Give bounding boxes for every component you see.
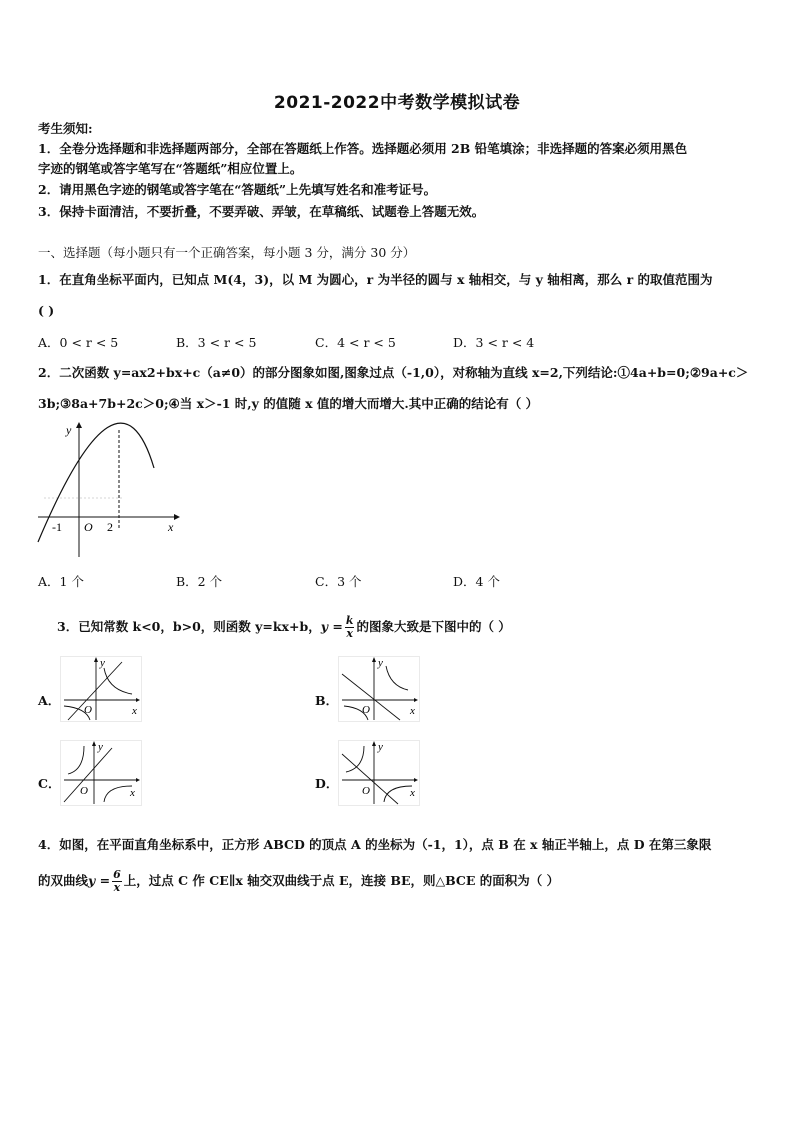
graph-y-label: y	[66, 423, 72, 437]
graph-a-y: y	[100, 657, 105, 669]
q4-suffix: 上，过点 C 作 CE∥x 轴交双曲线于点 E，连接 BE，则△BCE 的面积为（ ）	[123, 873, 560, 888]
q3-option-b-label: B．	[315, 693, 339, 708]
graph-two-label: 2	[107, 520, 113, 534]
q2-option-b: B．2 个	[176, 574, 223, 589]
question-3-text	[57, 613, 511, 641]
q3-option-a-label: A．	[38, 693, 61, 708]
q2-option-d: D．4 个	[453, 574, 500, 589]
page-title: 2021-2022中考数学模拟试卷	[273, 93, 521, 113]
q1-option-b: B．3 < r < 5	[176, 335, 257, 350]
q3-graph-d	[338, 740, 420, 806]
q4-frac-num: 6	[113, 868, 121, 881]
graph-c-origin: O	[80, 785, 88, 797]
graph-neg-one-label: -1	[52, 520, 62, 534]
q1-option-a: A．0 < r < 5	[38, 335, 119, 350]
graph-c-x: x	[130, 787, 135, 799]
q4-prefix: 的双曲线	[38, 873, 89, 888]
question-4-text-cont	[38, 866, 559, 896]
graph-x-label: x	[168, 520, 174, 534]
graph-d-origin: O	[362, 785, 370, 797]
graph-d-y: y	[378, 741, 383, 753]
graph-origin-label: O	[84, 520, 93, 534]
graph-a-x: x	[132, 705, 137, 717]
q3-option-d-label: D．	[315, 776, 339, 791]
q3-eq-lhs: y =	[320, 619, 343, 634]
graph-c-y: y	[98, 741, 103, 753]
question-2-text: 2．二次函数 y=ax2+bx+c（a≠0）的部分图象如图,图象过点（-1,0），对称轴为直线 x=2,下列结论:①4a+b=0;②9a+c＞	[38, 365, 749, 380]
question-1-blank: ( )	[38, 303, 55, 318]
q4-frac-den: x	[113, 881, 121, 894]
q3-prefix: 3．已知常数 k<0，b>0，则函数 y=kx+b，	[57, 619, 321, 634]
graph-a-origin: O	[84, 704, 92, 716]
graph-b-y: y	[378, 657, 383, 669]
graph-d-x: x	[410, 787, 415, 799]
notice-item: 3．保持卡面清洁，不要折叠，不要弄破、弄皱，在草稿纸、试题卷上答题无效。	[38, 204, 485, 219]
q3-frac-den: x	[346, 627, 353, 640]
q2-option-c: C．3 个	[315, 574, 362, 589]
q1-option-d: D．3 < r < 4	[453, 335, 535, 350]
notice-heading: 考生须知:	[38, 121, 93, 136]
q3-fraction	[345, 615, 355, 640]
q4-eq-lhs: y =	[88, 873, 111, 888]
q3-graph-a	[60, 656, 142, 722]
q1-option-c: C．4 < r < 5	[315, 335, 396, 350]
graph-b-origin: O	[362, 704, 370, 716]
section-heading: 一、选择题（每小题只有一个正确答案，每小题 3 分，满分 30 分）	[38, 245, 416, 260]
q4-fraction	[112, 869, 122, 894]
question-1-text: 1．在直角坐标平面内，已知点 M(4，3)，以 M 为圆心，r 为半径的圆与 x 轴相交，与 y 轴相离，那么 r 的取值范围为	[38, 272, 713, 287]
q2-option-a: A．1 个	[38, 574, 84, 589]
q3-graph-c	[60, 740, 142, 806]
question-4-text: 4．如图，在平面直角坐标系中，正方形 ABCD 的顶点 A 的坐标为（-1，1），点 B 在 x 轴正半轴上，点 D 在第三象限	[38, 837, 712, 852]
question-2-text-cont: 3b;③8a+7b+2c＞0;④当 x＞-1 时,y 的值随 x 值的增大而增大.其中正确的结论有（ ）	[38, 396, 539, 411]
notice-item: 1．全卷分选择题和非选择题两部分，全部在答题纸上作答。选择题必须用 2B 铅笔填涂；非选择题的答案必须用黑色	[38, 141, 688, 156]
q3-suffix: 的图象大致是下图中的（ ）	[356, 619, 511, 634]
q3-graph-b	[338, 656, 420, 722]
notice-item: 2．请用黑色字迹的钢笔或答字笔在“答题纸”上先填写姓名和准考证号。	[38, 182, 437, 197]
q3-frac-num: k	[345, 614, 354, 627]
notice-item: 字迹的钢笔或答字笔写在“答题纸”相应位置上。	[38, 161, 303, 176]
graph-b-x: x	[410, 705, 415, 717]
q3-option-c-label: C．	[38, 776, 61, 791]
parabola-graph	[34, 420, 184, 560]
